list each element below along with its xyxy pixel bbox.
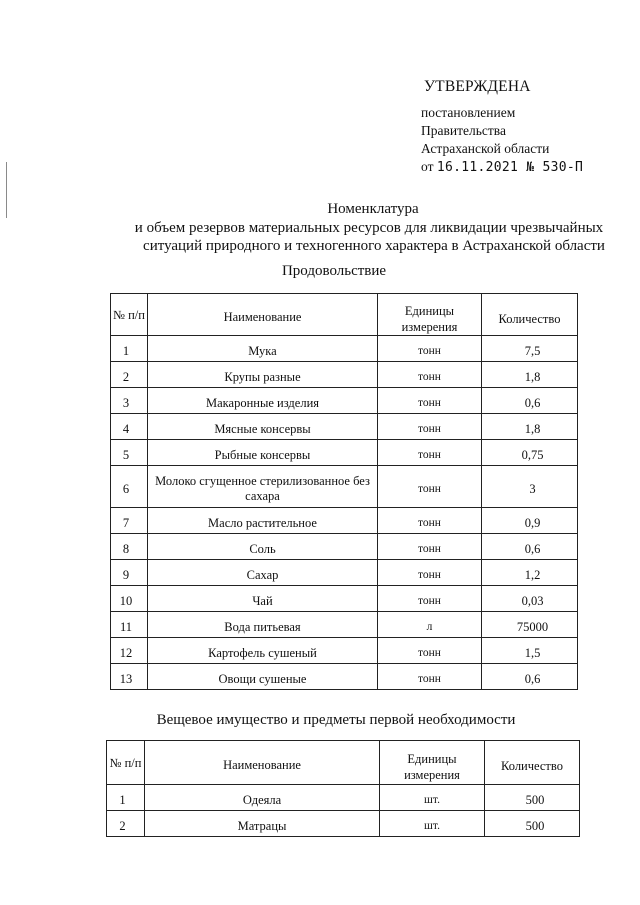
row-name: Вода питьевая: [224, 619, 301, 634]
row-num: 2: [122, 369, 130, 384]
row-name: Соль: [249, 541, 276, 556]
header-num: № п/п: [107, 741, 145, 785]
approval-date-line: [421, 158, 583, 177]
table-row: [111, 414, 578, 440]
row-name: Картофель сушеный: [208, 645, 317, 660]
document-heading: [100, 200, 638, 256]
header-unit: Единицы измерения: [378, 294, 482, 336]
row-name: Матрацы: [237, 818, 287, 833]
row-unit: шт.: [424, 793, 440, 806]
row-unit: тонн: [418, 370, 441, 383]
table-row: [111, 664, 578, 690]
row-unit: шт.: [424, 819, 440, 832]
row-num: 2: [119, 818, 126, 833]
row-num: 13: [119, 671, 133, 686]
row-num: 12: [119, 645, 133, 660]
heading-line: Номенклатура: [327, 201, 419, 217]
heading-line: и объем резервов материальных ресурсов для ликвидации чрезвычайных: [134, 219, 604, 236]
header-qty: Количество: [485, 741, 580, 785]
row-qty: 75000: [516, 619, 549, 634]
row-qty: 1,2: [524, 567, 541, 582]
row-name: Сахар: [246, 567, 279, 582]
table-row: [111, 560, 578, 586]
table-row: [111, 336, 578, 362]
row-qty: 0,03: [521, 593, 544, 608]
table-row: [111, 534, 578, 560]
header-name: Наименование: [148, 294, 378, 336]
decree-number: 16.11.2021 № 530-П: [436, 160, 584, 175]
row-num: 4: [122, 421, 130, 436]
row-qty: 0,75: [521, 447, 544, 462]
row-unit: тонн: [418, 422, 441, 435]
food-section-title: Продовольствие: [281, 263, 387, 279]
items-section-title: Вещевое имущество и предметы первой необходимости: [156, 712, 516, 728]
table-row: [107, 785, 580, 811]
row-unit: тонн: [418, 516, 441, 529]
row-unit: тонн: [418, 448, 441, 461]
row-name: Макаронные изделия: [205, 395, 320, 410]
row-qty: 1,5: [524, 645, 541, 660]
approval-date-prefix: от: [421, 159, 437, 174]
row-num: 8: [122, 541, 130, 556]
table-row: [111, 466, 578, 508]
table-row: [111, 440, 578, 466]
approval-line: Астраханской области: [421, 141, 550, 156]
row-qty: 0,9: [524, 515, 541, 530]
row-unit: тонн: [418, 344, 441, 357]
header-num: № п/п: [111, 294, 148, 336]
row-num: 5: [122, 447, 130, 462]
row-unit: тонн: [418, 542, 441, 555]
header-unit: Единицы измерения: [380, 741, 485, 785]
row-unit: тонн: [418, 396, 441, 409]
table-row: [111, 508, 578, 534]
row-name: Масло растительное: [208, 515, 317, 530]
row-unit: л: [426, 620, 433, 633]
table-row: [111, 388, 578, 414]
row-name: Овощи сушеные: [218, 671, 307, 686]
table-row: [107, 811, 580, 837]
approval-line: постановлением: [421, 105, 516, 120]
row-name: Рыбные консервы: [214, 447, 311, 462]
approval-block: [421, 104, 583, 177]
table-header-row: [107, 741, 580, 785]
row-name: Мясные консервы: [214, 421, 311, 436]
row-unit: тонн: [418, 672, 441, 685]
row-num: 1: [119, 792, 126, 807]
row-qty: 500: [525, 818, 545, 833]
items-table: [106, 740, 580, 837]
approval-title: УТВЕРЖДЕНА: [424, 78, 531, 95]
row-unit: тонн: [418, 482, 441, 495]
header-name: Наименование: [145, 741, 380, 785]
row-num: 10: [119, 593, 133, 608]
row-qty: 0,6: [524, 671, 541, 686]
row-name: Чай: [252, 593, 273, 608]
table-row: [111, 362, 578, 388]
row-unit: тонн: [418, 568, 441, 581]
header-qty: Количество: [482, 294, 578, 336]
row-qty: 7,5: [524, 343, 541, 358]
row-num: 6: [122, 481, 130, 496]
row-name: Мука: [248, 343, 277, 358]
table-row: [111, 638, 578, 664]
row-num: 7: [122, 515, 130, 530]
approval-line: Правительства: [421, 123, 506, 138]
table-header-row: [111, 294, 578, 336]
table-row: [111, 612, 578, 638]
row-unit: тонн: [418, 646, 441, 659]
scan-margin-mark: [6, 162, 7, 218]
row-name: Крупы разные: [224, 369, 301, 384]
row-num: 9: [122, 567, 130, 582]
row-qty: 500: [525, 792, 545, 807]
row-qty: 0,6: [524, 541, 541, 556]
row-qty: 0,6: [524, 395, 541, 410]
row-qty: 1,8: [524, 421, 541, 436]
row-qty: 3: [529, 481, 536, 496]
row-unit: тонн: [418, 594, 441, 607]
heading-line: ситуаций природного и техногенного характера в Астраханской области: [143, 238, 605, 254]
table-row: [111, 586, 578, 612]
row-name: Одеяла: [242, 792, 282, 807]
row-qty: 1,8: [524, 369, 541, 384]
row-num: 3: [122, 395, 130, 410]
row-name: Молоко сгущенное стерилизованное без сахара: [155, 474, 370, 503]
row-num: 1: [122, 343, 130, 358]
food-table: [110, 293, 578, 690]
row-num: 11: [119, 619, 133, 634]
